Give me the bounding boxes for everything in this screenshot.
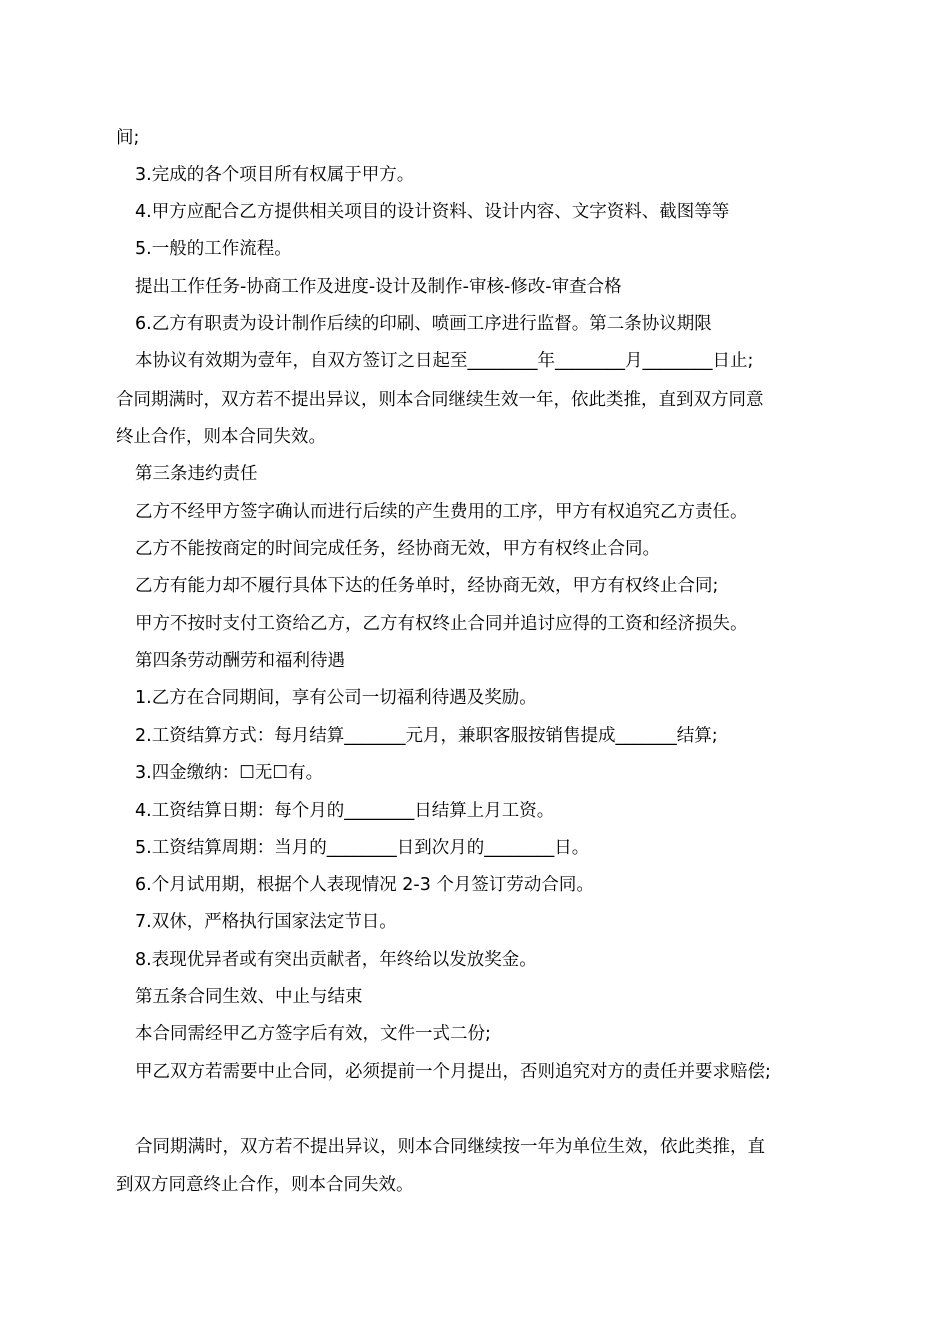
text-line: 本合同需经甲乙方签字后有效，文件一式二份;: [135, 1024, 491, 1044]
text-line: 乙方不经甲方签字确认而进行后续的产生费用的工序，甲方有权追究乙方责任。: [135, 502, 748, 522]
section-heading: 第四条劳动酬劳和福利待遇: [135, 651, 345, 671]
text-line: 7.双休，严格执行国家法定节日。: [135, 912, 397, 932]
text-line: 提出工作任务-协商工作及进度-设计及制作-审核-修改-审查合格: [135, 277, 622, 297]
section-heading: 第三条违约责任: [135, 464, 258, 484]
text-line: 乙方有能力却不履行具体下达的任务单时，经协商无效，甲方有权终止合同;: [135, 576, 719, 596]
text-line: 终止合作，则本合同失效。: [116, 427, 326, 447]
text-line: 本协议有效期为壹年，自双方签订之日起至________年________月________日止;: [135, 351, 754, 371]
text-line: 8.表现优异者或有突出贡献者，年终给以发放奖金。: [135, 950, 537, 970]
text-line: 合同期满时，双方若不提出异议，则本合同继续生效一年，依此类推，直到双方同意: [116, 390, 764, 410]
text-line: 1.乙方在合同期间，享有公司一切福利待遇及奖励。: [135, 688, 537, 708]
text-line: 3.完成的各个项目所有权属于甲方。: [135, 165, 415, 185]
text-line: 到双方同意终止合作，则本合同失效。: [116, 1175, 414, 1195]
text-line: 5.工资结算周期：当月的________日到次月的________日。: [135, 838, 590, 858]
text-line: 乙方不能按商定的时间完成任务，经协商无效，甲方有权终止合同。: [135, 539, 660, 559]
text-line: 3.四金缴纳：☐无☐有。: [135, 763, 324, 783]
section-heading: 第五条合同生效、中止与结束: [135, 987, 363, 1007]
text-line: 间;: [116, 128, 140, 148]
text-line: 4.工资结算日期：每个月的________日结算上月工资。: [135, 801, 555, 821]
text-line: 2.工资结算方式：每月结算_______元月，兼职客服按销售提成_______结算;: [135, 726, 718, 746]
text-line: 甲方不按时支付工资给乙方，乙方有权终止合同并追讨应得的工资和经济损失。: [135, 614, 748, 634]
text-line: 6.乙方有职责为设计制作后续的印刷、喷画工序进行监督。第二条协议期限: [135, 314, 712, 334]
text-line: 甲乙双方若需要中止合同，必须提前一个月提出，否则追究对方的责任并要求赔偿;: [135, 1062, 771, 1082]
text-line: 5.一般的工作流程。: [135, 239, 292, 259]
text-line: 4.甲方应配合乙方提供相关项目的设计资料、设计内容、文字资料、截图等等: [135, 202, 730, 222]
text-line: 6.个月试用期，根据个人表现情况 2-3 个月签订劳动合同。: [135, 875, 594, 895]
text-line: 合同期满时，双方若不提出异议，则本合同继续按一年为单位生效，依此类推，直: [135, 1137, 765, 1157]
